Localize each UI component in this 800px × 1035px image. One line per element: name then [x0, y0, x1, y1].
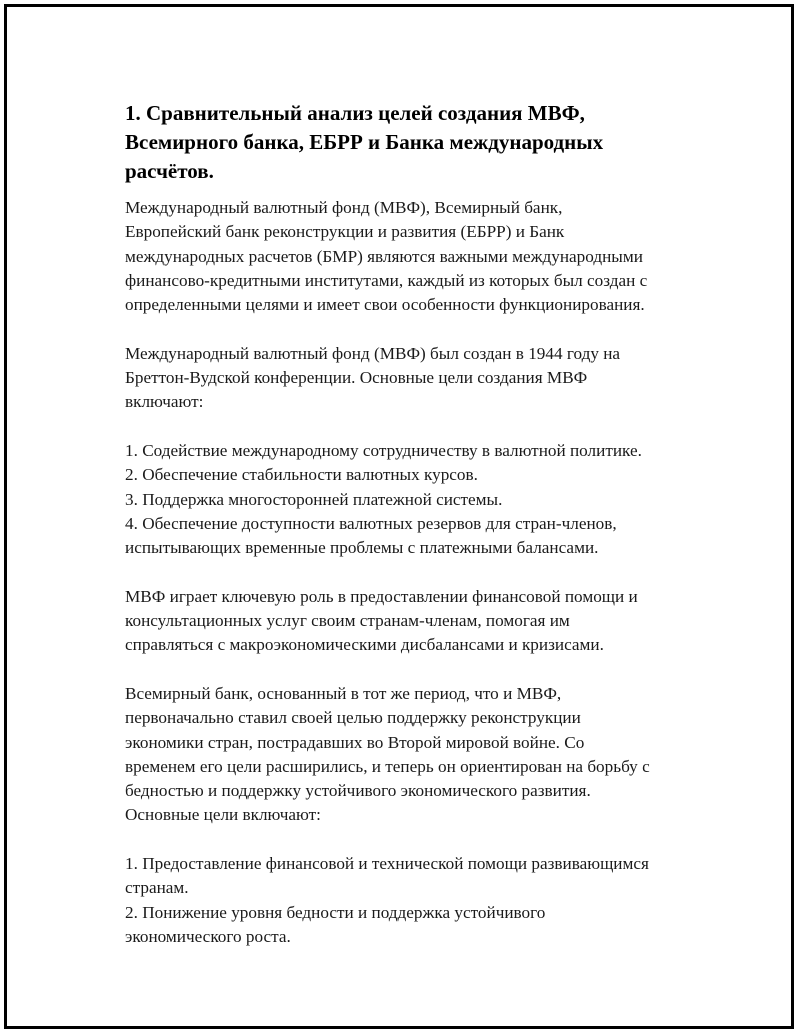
paragraph-imf-founding: Международный валютный фонд (МВФ) был создан в 1944 году на Бреттон-Вудской конференции. Основные цели создания МВФ включают:	[125, 343, 621, 412]
document-body	[125, 99, 705, 949]
paragraph-gap	[125, 415, 705, 439]
paragraph-gap	[125, 658, 705, 682]
paragraph-gap	[125, 317, 705, 341]
paragraph-imf-role: МВФ играет ключевую роль в предоставлении финансовой помощи и консультационных услуг своим странам-членам, помогая им справляться с макроэкономическими дисбалансами и кризисами.	[125, 586, 638, 655]
list-world-bank-goals: 1. Предоставление финансовой и технической помощи развивающимся странам. 2. Понижение уровня бедности и поддержка устойчивого экономического роста.	[125, 854, 649, 946]
paragraph-world-bank: Всемирный банк, основанный в тот же период, что и МВФ, первоначально ставил своей целью поддержку реконструкции экономики стран, пострадавших во Второй мировой войне. Со временем его цели расширились, и теперь он ориентирован на борьбу с бедностью и поддержку устойчивого экономического развития. Основные цели включают:	[125, 683, 650, 825]
paragraph-gap	[125, 560, 705, 584]
list-imf-goals: 1. Содействие международному сотрудничеству в валютной политике. 2. Обеспечение стабильности валютных курсов. 3. Поддержка многосторонней платежной системы. 4. Обеспечение доступности валютных резервов для стран-членов, испытывающих временные проблемы с платежными балансами.	[125, 440, 642, 558]
document-title: 1. Сравнительный анализ целей создания МВФ, Всемирного банка, ЕБРР и Банка международных расчётов.	[125, 101, 604, 183]
paragraph-intro: Международный валютный фонд (МВФ), Всемирный банк, Европейский банк реконструкции и развития (ЕБРР) и Банк международных расчетов (БМР) являются важными международными финансово-кредитными институтами, каждый из которых был создан с определенными целями и имеет свои особенности функционирования.	[125, 198, 648, 315]
page-frame	[4, 4, 794, 1029]
paragraph-gap	[125, 828, 705, 852]
